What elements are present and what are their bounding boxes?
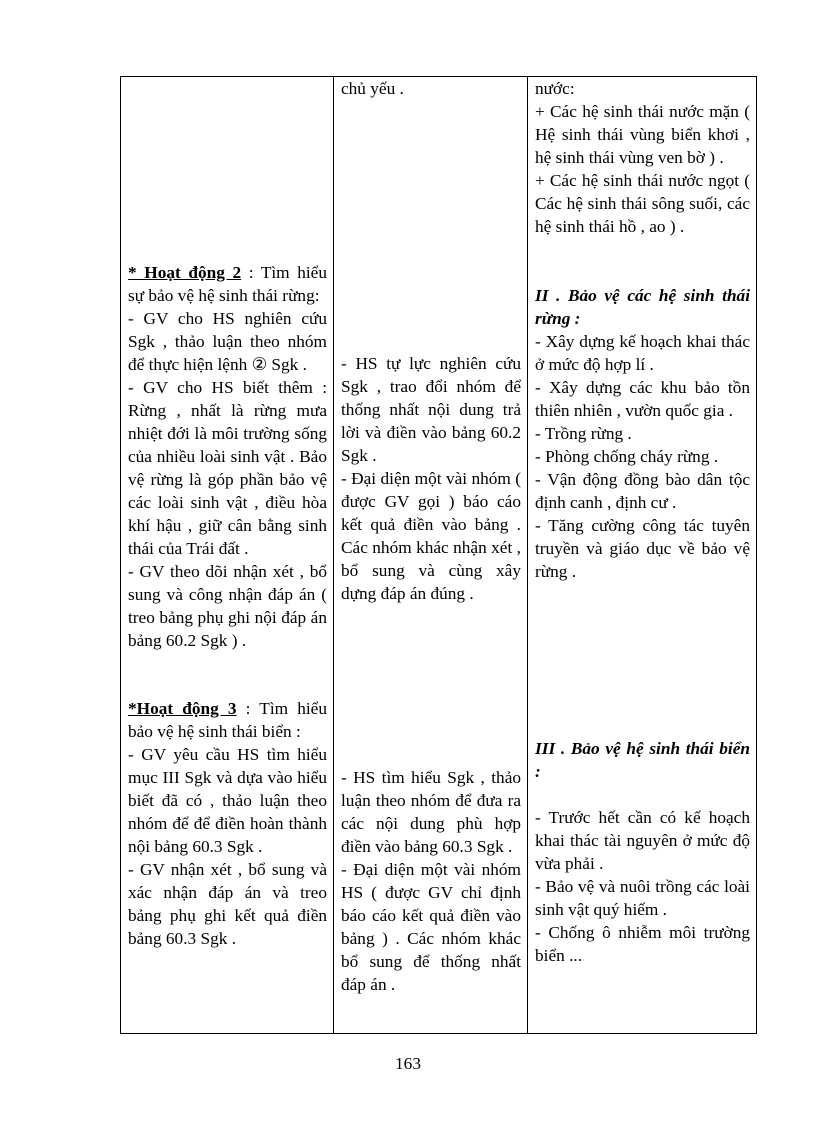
activity-2-block	[128, 261, 327, 652]
student-activity-2-block	[341, 352, 521, 605]
content-column	[528, 77, 757, 1034]
list-item: - Phòng chống cháy rừng .	[535, 447, 719, 466]
list-item: - Trồng rừng .	[535, 424, 632, 443]
page-number: 163	[395, 1054, 421, 1073]
table-row	[121, 77, 757, 1034]
student-top-text: chủ yếu .	[341, 79, 404, 98]
content-top-text: nước:	[535, 79, 575, 98]
lesson-table	[120, 76, 757, 1034]
list-item: - Vận động đồng bào dân tộc định canh , định cư .	[535, 470, 750, 512]
freshwater-ecosystems: + Các hệ sinh thái nước ngọt ( Các hệ sinh thái sông suối, các hệ sinh thái hồ , ao ) .	[535, 171, 750, 236]
activity-3-title-rest: : Tìm hiểu bảo vệ hệ sinh thái biển :	[128, 699, 327, 741]
activity-2-title-rest: : Tìm hiểu sự bảo vệ hệ sinh thái rừng:	[128, 263, 327, 305]
student-hs-3: - HS tìm hiểu Sgk , thảo luận theo nhóm để đưa ra các nội dung phù hợp điền vào bảng 60.3 Sgk .	[341, 768, 521, 856]
list-item: - Tăng cường công tác tuyên truyền và giáo dục về bảo vệ rừng .	[535, 516, 750, 581]
student-hs-4: - Đại diện một vài nhóm HS ( được GV chỉ định báo cáo kết quả điền vào bảng ) . Các nhóm khác bổ sung để thống nhất đáp án .	[341, 860, 521, 994]
activity-3-title: *Hoạt động 3	[128, 699, 237, 718]
content-ecosystems-block	[535, 77, 750, 238]
activity-3-gv-1: - GV yêu cầu HS tìm hiểu mục III Sgk và dựa vào hiểu biết đã có , thảo luận theo nhóm để để điền hoàn thành nội bảng 60.3 Sgk .	[128, 745, 327, 856]
activity-3-gv-2: - GV nhận xét , bổ sung và xác nhận đáp án và treo bảng phụ ghi kết quả điền bảng 60.3 Sgk .	[128, 860, 327, 948]
activity-2-gv-3: - GV theo dõi nhận xét , bổ sung và công nhận đáp án ( treo bảng phụ ghi nội đáp án bảng 60.2 Sgk ) .	[128, 562, 327, 650]
list-item: - Bảo vệ và nuôi trồng các loài sinh vật quý hiếm .	[535, 877, 750, 919]
teacher-activity-column	[121, 77, 334, 1034]
forest-protection-section	[535, 284, 750, 583]
list-item: - Xây dựng các khu bảo tồn thiên nhiên , vườn quốc gia .	[535, 378, 750, 420]
sea-protection-heading: III . Bảo vệ hệ sinh thái biển :	[535, 739, 750, 781]
student-activity-column	[334, 77, 528, 1034]
list-item: - Xây dựng kế hoạch khai thác ở mức độ hợp lí .	[535, 332, 750, 374]
student-activity-3-block	[341, 766, 521, 996]
activity-2-title: * Hoạt động 2	[128, 263, 242, 282]
activity-2-gv-1: - GV cho HS nghiên cứu Sgk , thảo luận theo nhóm để thực hiện lệnh ② Sgk .	[128, 309, 327, 374]
sea-protection-section	[535, 737, 750, 967]
list-item: - Chống ô nhiễm môi trường biển ...	[535, 923, 750, 965]
saltwater-ecosystems: + Các hệ sinh thái nước mặn ( Hệ sinh thái vùng biển khơi , hệ sinh thái vùng ven bờ ) .	[535, 102, 750, 167]
activity-2-gv-2: - GV cho HS biết thêm : Rừng , nhất là rừng mưa nhiệt đới là môi trường sống của nhiều loài sinh vật . Bảo vệ rừng là góp phần bảo vệ các loài sinh vật , điều hòa khí hậu , giữ cân bằng sinh thái của Trái đất .	[128, 378, 327, 558]
student-hs-2: - Đại diện một vài nhóm ( được GV gọi ) báo cáo kết quả điền vào bảng . Các nhóm khác nhận xét , bổ sung và cùng xây dựng đáp án đúng .	[341, 469, 521, 603]
activity-3-block	[128, 697, 327, 950]
forest-protection-heading: II . Bảo vệ các hệ sinh thái rừng :	[535, 286, 750, 328]
student-hs-1: - HS tự lực nghiên cứu Sgk , trao đổi nhóm để thống nhất nội dung trả lời và điền vào bảng 60.2 Sgk .	[341, 354, 521, 465]
list-item: - Trước hết cần có kế hoạch khai thác tài nguyên ở mức độ vừa phải .	[535, 808, 750, 873]
